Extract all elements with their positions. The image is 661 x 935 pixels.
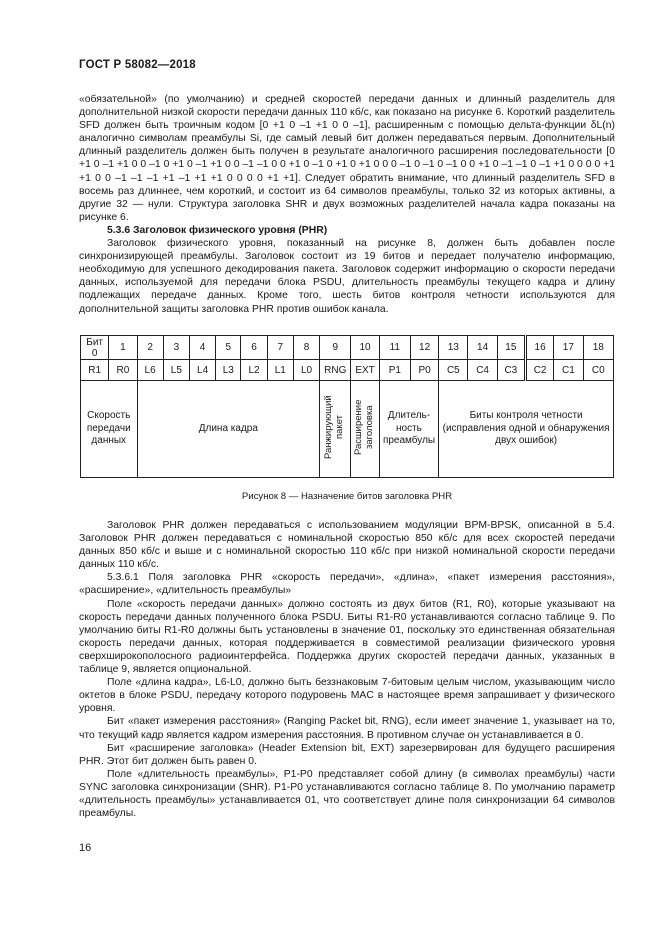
bit-number-cell: 7 [267,336,293,360]
paragraph-extension-bit: Бит «расширение заголовка» (Header Extension bit, EXT) зарезервирован для будущего расширения PHR. Этот бит должен быть равен 0. [79,742,615,767]
paragraph-rate-field: Поле «скорость передачи данных» должно состоять из двух битов (R1, R0), которые указывают на скорость передачи данных полученного блока PSDU. Биты R1-R0 устанавливаются согласно таблице 9. По умолчанию биты R1-R0 должны быть установлены в значение 01, поскольку это единственная обязательная скорость передачи данных, которая поддерживается в совместимой реализации физического уровня сверхширокополосного радиоинтерфейса. Поддержка других скоростей передачи данных, указанных в таблице 9, является опциональной. [79,598,615,676]
bit-name-cell: P1 [379,360,410,381]
bit-number-cell: 15 [497,336,525,360]
figure-caption: Рисунок 8 — Назначение битов заголовка PHR [241,491,453,502]
field-length-label: Длина кадра [198,422,258,434]
subsection-heading-fields: 5.3.6.1 Поля заголовка PHR «скорость передачи», «длина», «пакет измерения расстояния», «расширение», «длительность преамбулы» [79,572,615,597]
bit-name-cell: L5 [163,360,189,381]
page-number: 16 [79,842,92,854]
bit-name-cell: C0 [583,360,614,381]
field-parity-label: Биты контроля четности (исправления одной и обнаружения двух ошибок) [442,410,610,447]
bit-name-cell: L1 [267,360,293,381]
bit-number-row [81,336,614,360]
bit-name-cell: L3 [216,360,241,381]
bit-number-cell: Бит 0 [81,336,109,360]
bit-name-cell: C5 [439,360,468,381]
bit-number-cell: 18 [583,336,614,360]
bit-number-cell: 14 [468,336,497,360]
field-preamble-label: Длитель-ность преамбулы [382,410,436,447]
field-ranging-label: Ранжирующий пакет [323,394,346,459]
phr-bit-table [80,335,614,478]
bit-number-cell: 12 [410,336,438,360]
section-heading-phr: 5.3.6 Заголовок физического уровня (PHR) [107,224,328,236]
bit-number-cell: 1 [109,336,137,360]
document-header: ГОСТ Р 58082—2018 [79,59,196,71]
bit-name-cell: L4 [189,360,215,381]
field-rate-label: Скорость передачи данных [86,410,131,447]
paragraph-phr-intro: Заголовок физического уровня, показанный на рисунке 8, должен быть добавлен после синхронизирующей преамбулы. Заголовок состоит из 19 битов и передает получателю информацию, необходимую для успешного декодирования пакета. Заголовок содержит информацию о скорости передачи данных, используемой для передачи блока PSDU, длительность преамбулы текущего кадра и длину подлежащих передаче данных. Кроме того, шесть битов контроля четности используются для дополнительной защиты заголовка PHR против ошибок канала. [79,238,615,315]
bit-name-cell: R1 [81,360,109,381]
paragraph-sfd: «обязательной» (по умолчанию) и средней скоростей передачи данных и длинный разделитель для дополнительной низкой скорости передачи данных 110 кб/с, как показано на рисунке 6. Короткий разделитель SFD должен быть троичным кодом [0 +1 0 –1 +1 0 0 –1], расширенным с помощью дельта-функции δL(n) аналогично символам преамбулы Si, где самый левый бит должен передаваться первым. Дополнительный длинный разделитель должен быть получен в результате аналогичного расширения последовательности [0 +1 0 –1 +1 0 0 –1 0 +1 0 –1 +1 0 0 –1 –1 0 0 +1 0 –1 0 +1 0 +1 0 0 0 –1 0 –1 0 –1 0 0 +1 0 –1 –1 0 –1 +1 0 0 0 0 +1 +1 0 0 –1 –1 –1 +1 –1 +1 +1 0 0 0 0 +1 +1]. Следует обратить внимание, что длинный разделитель SFD в восемь раз длиннее, чем короткий, и состоит из 64 символов преамбулы, только 32 из которых активны, а другие 32 — нули. Структура заголовка SHR и двух возможных разделителей начала кадра показаны на рисунке 6. [79,94,615,223]
bit-name-cell: C2 [525,360,553,381]
bit-name-cell: P0 [410,360,438,381]
bit-number-cell: 8 [293,336,319,360]
field-rate [81,381,138,478]
bit-name-cell: L2 [241,360,267,381]
bit-name-cell: L0 [293,360,319,381]
bit-name-row [81,360,614,381]
bit-number-cell: 17 [554,336,583,360]
paragraph-ranging-bit: Бит «пакет измерения расстояния» (Ranging Packet bit, RNG), если имеет значение 1, указывает на то, что текущий кадр является кадром измерения расстояния. В противном случае он устанавливается в 0. [79,716,615,741]
bit-name-cell: L6 [137,360,163,381]
bit-name-cell: RNG [320,360,351,381]
bit-name-cell: R0 [109,360,137,381]
field-parity [439,381,614,478]
bit-number-cell: 11 [379,336,410,360]
bit-number-cell: 16 [525,336,553,360]
bit-name-cell: C3 [497,360,525,381]
bit-number-cell: 5 [216,336,241,360]
field-row [81,381,614,478]
bit-name-cell: EXT [351,360,379,381]
bit-number-cell: 10 [351,336,379,360]
bit-name-cell: C4 [468,360,497,381]
bit-number-cell: 13 [439,336,468,360]
field-length [137,381,320,478]
bit-number-cell: 9 [320,336,351,360]
paragraph-preamble-field: Поле «длительность преамбулы», P1-P0 представляет собой длину (в символах преамбулы) части SYNC заголовка синхронизации (SHR). P1-P0 устанавливаются согласно таблице 8. По умолчанию параметр «длительность преамбулы» устанавливается 01, что соответствует длине поля синхронизации 64 символов преамбулы. [79,768,615,820]
field-extension-label: Расширение заголовка [353,399,376,455]
text-block-top [79,93,615,316]
field-extension [351,381,379,478]
text-block-bottom [79,519,615,820]
paragraph-length-field: Поле «длина кадра», L6-L0, должно быть беззнаковым 7-битовым целым числом, указывающим число октетов в блоке PSDU, передачу которого подуровень MAC в настоящее время запрашивает у физического уровня. [79,677,615,715]
bit-number-cell: 6 [241,336,267,360]
bit-number-cell: 2 [137,336,163,360]
bit-number-cell: 3 [163,336,189,360]
bit-number-cell: 4 [189,336,215,360]
paragraph-modulation: Заголовок PHR должен передаваться с использованием модуляции BPM-BPSK, описанной в 5.4. Заголовок PHR должен передаваться с номинальной скоростью 850 кб/с для всех скоростей передачи данных 850 кб/с и выше и с номинальной скоростью 110 кб/с при низкой номинальной скорости передачи данных 110 кб/с. [79,520,615,571]
field-preamble [379,381,439,478]
field-ranging [320,381,351,478]
bit-name-cell: C1 [554,360,583,381]
